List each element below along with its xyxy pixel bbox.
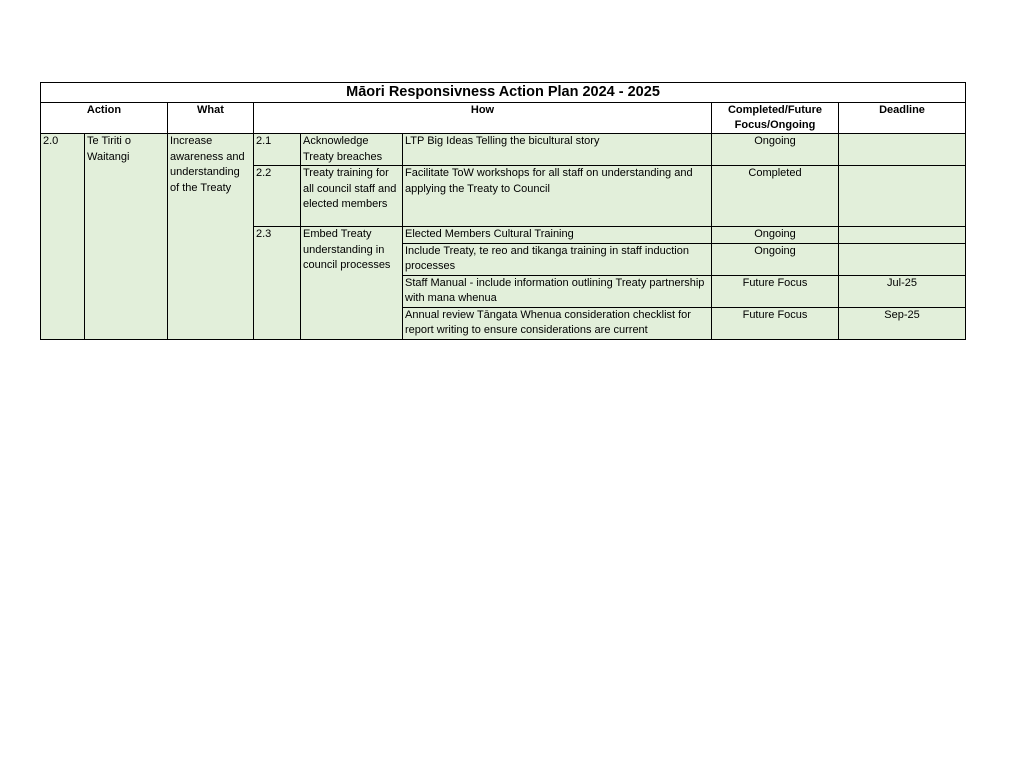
header-deadline: Deadline bbox=[839, 103, 966, 134]
how-number: 2.1 bbox=[254, 134, 301, 166]
detail-cell: Staff Manual - include information outlining Treaty partnership with mana whenua bbox=[403, 275, 712, 307]
detail-cell: Annual review Tāngata Whenua consideration checklist for report writing to ensure considerations are current bbox=[403, 307, 712, 339]
detail-cell: Facilitate ToW workshops for all staff on understanding and applying the Treaty to Council bbox=[403, 166, 712, 227]
what-description: Increase awareness and understanding of the Treaty bbox=[168, 134, 254, 340]
header-status: Completed/Future Focus/Ongoing bbox=[712, 103, 839, 134]
how-description bbox=[301, 134, 403, 166]
detail-cell: LTP Big Ideas Telling the bicultural story bbox=[403, 134, 712, 166]
how-description: Embed Treaty understanding in council processes bbox=[301, 227, 403, 340]
deadline-cell bbox=[839, 243, 966, 275]
deadline-cell bbox=[839, 227, 966, 244]
header-what: What bbox=[168, 103, 254, 134]
table-row bbox=[41, 134, 966, 166]
deadline-cell: Sep-25 bbox=[839, 307, 966, 339]
detail-cell: Elected Members Cultural Training bbox=[403, 227, 712, 244]
status-cell: Future Focus bbox=[712, 275, 839, 307]
plan-title: Māori Responsivness Action Plan 2024 - 2025 bbox=[41, 83, 966, 103]
deadline-cell bbox=[839, 134, 966, 166]
status-cell: Ongoing bbox=[712, 227, 839, 244]
status-cell: Ongoing bbox=[712, 134, 839, 166]
status-cell: Future Focus bbox=[712, 307, 839, 339]
deadline-cell: Jul-25 bbox=[839, 275, 966, 307]
status-cell: Ongoing bbox=[712, 243, 839, 275]
how-description: Treaty training for all council staff and elected members bbox=[301, 166, 403, 227]
action-number: 2.0 bbox=[41, 134, 85, 340]
status-cell: Completed bbox=[712, 166, 839, 227]
header-how: How bbox=[254, 103, 712, 134]
action-name: Te Tiriti o Waitangi bbox=[85, 134, 168, 340]
how-description-text: Acknowledge Treaty breaches bbox=[303, 135, 383, 163]
action-plan-table bbox=[40, 82, 966, 340]
header-action: Action bbox=[41, 103, 168, 134]
detail-cell: Include Treaty, te reo and tikanga training in staff induction processes bbox=[403, 243, 712, 275]
deadline-cell bbox=[839, 166, 966, 227]
how-number: 2.3 bbox=[254, 227, 301, 340]
how-number: 2.2 bbox=[254, 166, 301, 227]
